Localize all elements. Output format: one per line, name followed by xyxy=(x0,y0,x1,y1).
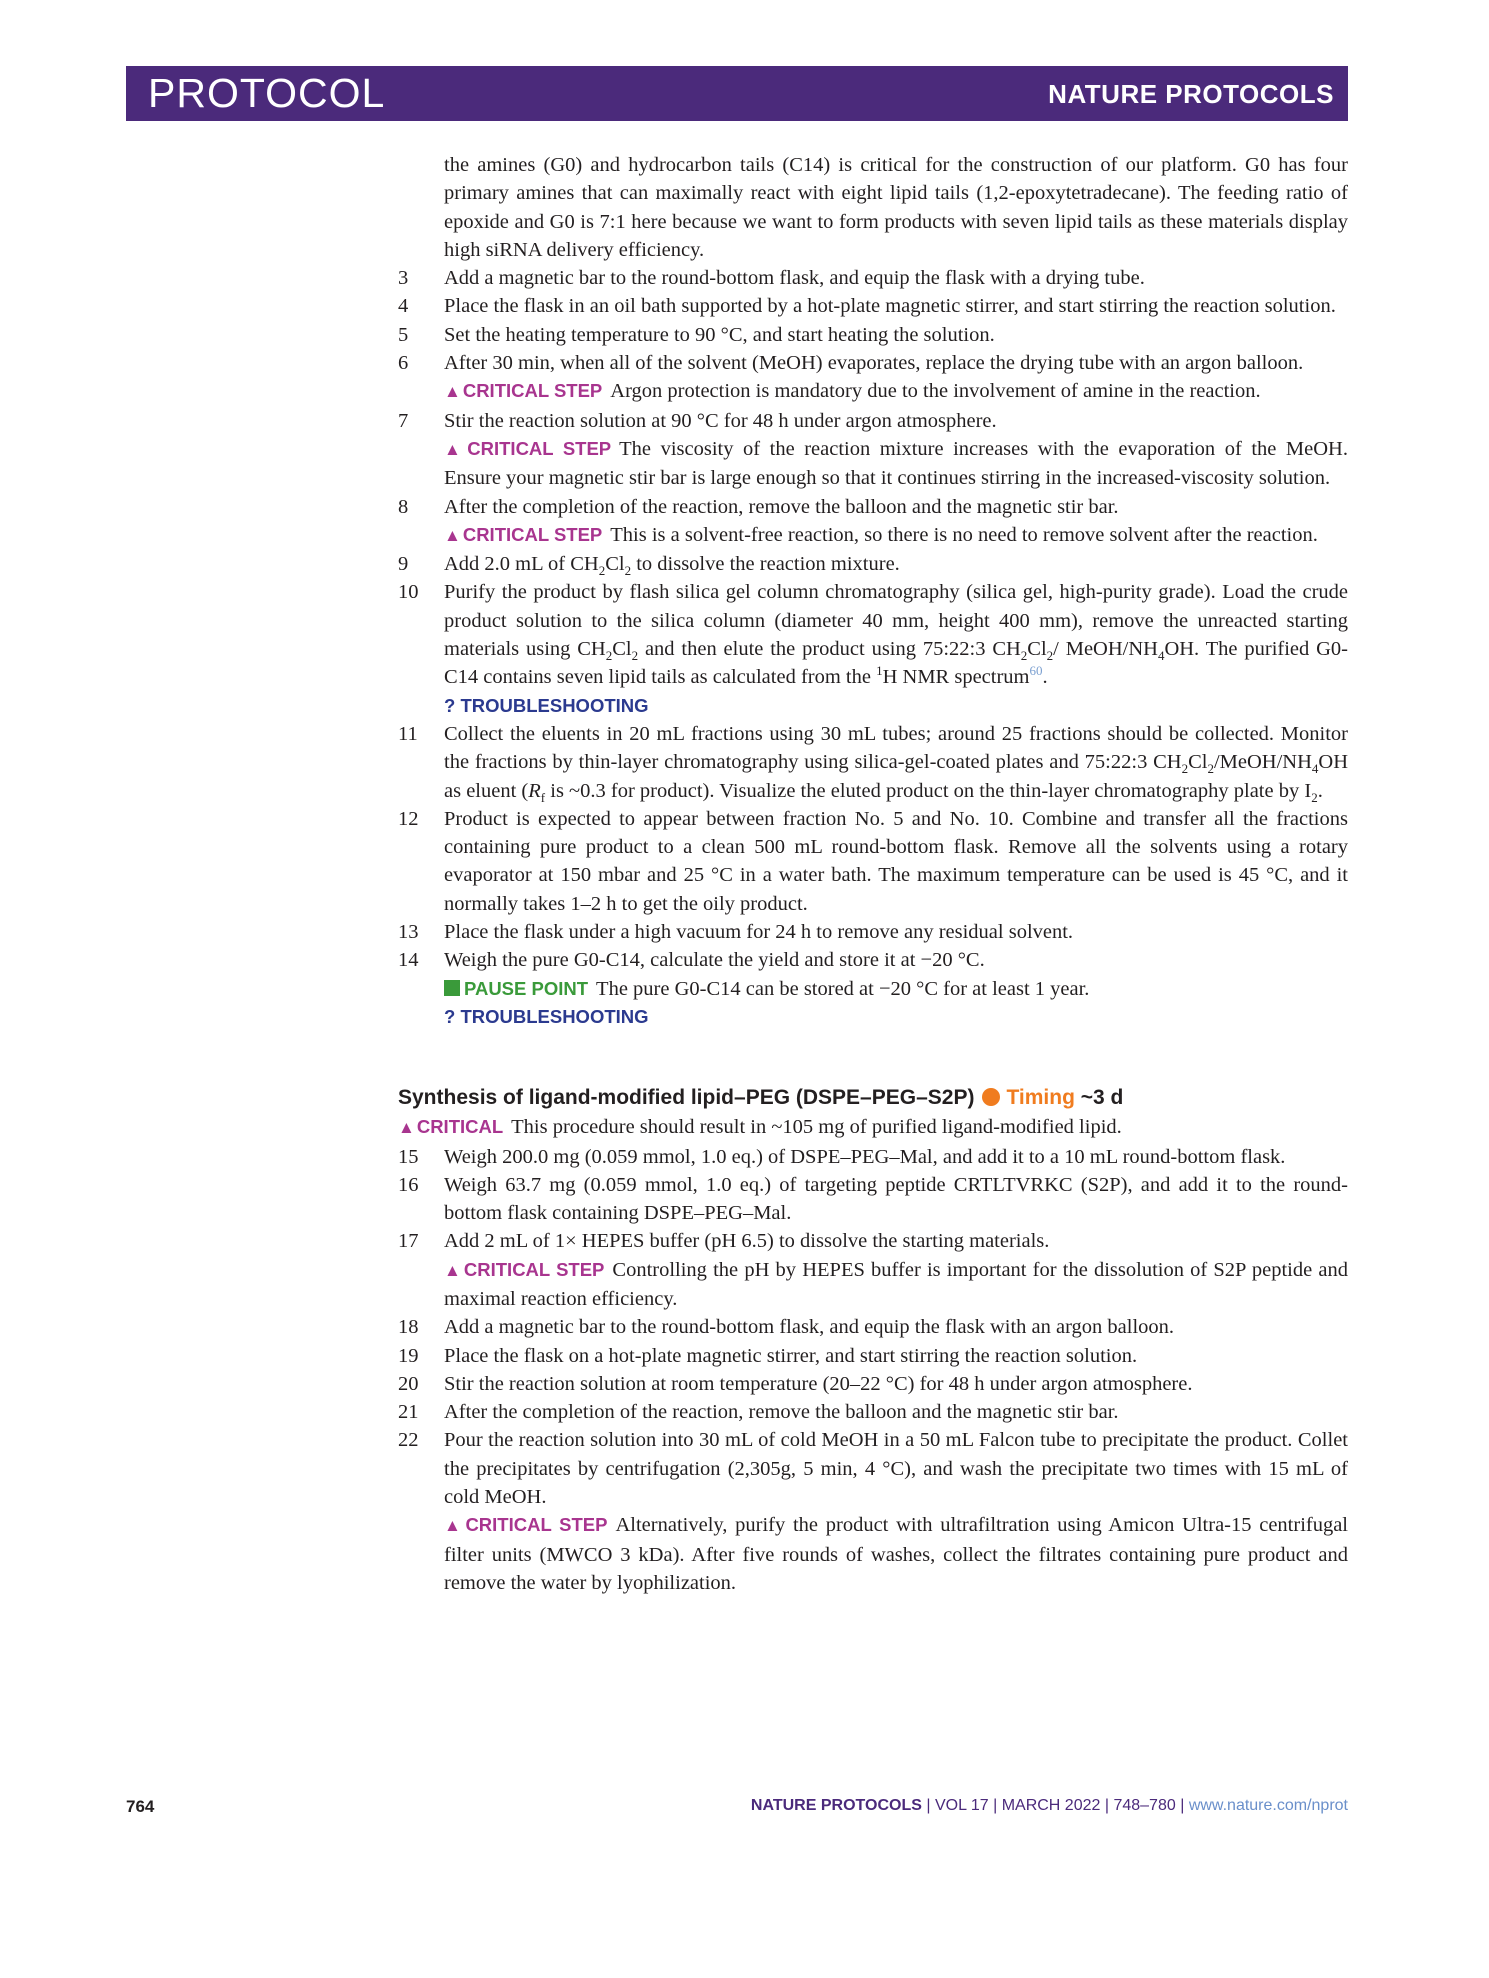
footer-volume: VOL 17 xyxy=(934,1797,989,1814)
step-12 xyxy=(398,805,1348,918)
reference-link[interactable]: 60 xyxy=(1029,663,1043,679)
critical-step-note xyxy=(398,521,1348,550)
step-3 xyxy=(398,264,1348,292)
step-10 xyxy=(398,578,1348,691)
critical-step-note xyxy=(398,1256,1348,1314)
step-17 xyxy=(398,1227,1348,1255)
critical-step-label: CRITICAL STEP xyxy=(462,380,603,402)
critical-step-note xyxy=(398,435,1348,493)
step-text: Weigh 63.7 mg (0.059 mmol, 1.0 eq.) of targeting peptide CRTLTVRKC (S2P), and add it to the round-bottom flask containing DSPE–PEG–Mal. xyxy=(444,1173,1348,1225)
step-number: 17 xyxy=(398,1230,419,1253)
step-text: Collect the eluents in 20 mL fractions using 30 mL tubes; around 25 fractions should be collected. Monitor the fractions by thin-layer chromatography using silica-gel-coated plates and 75:22:3 $CH_2Cl_2/MeOH/NH_4OH$ as eluent ($R_f$ is ~0.3 for product). Visualize the eluted product on the thin-layer chromatography plate by $I_2$. xyxy=(444,722,1348,805)
timing-clock-icon xyxy=(982,1088,1000,1106)
critical-step-label: CRITICAL STEP xyxy=(463,1258,605,1280)
critical-step-note xyxy=(398,377,1348,406)
step-number: 12 xyxy=(398,807,419,830)
critical-step-text: Controlling the pH by HEPES buffer is important for the dissolution of S2P peptide and maximal reaction efficiency. xyxy=(444,1258,1348,1310)
step-number: 18 xyxy=(398,1316,419,1339)
step-number: 16 xyxy=(398,1173,419,1196)
warning-triangle-icon: ▲ xyxy=(444,439,466,459)
timing-label: Timing xyxy=(1006,1086,1075,1110)
step-number: 8 xyxy=(398,495,409,518)
step-number: 5 xyxy=(398,323,409,346)
section-heading xyxy=(398,1083,1348,1113)
step-9 xyxy=(398,550,1348,578)
critical-step-text: The viscosity of the reaction mixture increases with the evaporation of the MeOH. Ensure your magnetic stir bar is large enough so that it continues stirring in the increased-viscosity solution. xyxy=(444,437,1348,490)
step-number: 4 xyxy=(398,295,409,318)
step-number: 9 xyxy=(398,553,409,576)
step-text: Place the flask on a hot-plate magnetic stirrer, and start stirring the reaction solution. xyxy=(444,1344,1138,1367)
step-number: 7 xyxy=(398,409,409,432)
footer-journal: NATURE PROTOCOLS xyxy=(750,1797,922,1814)
warning-triangle-icon: ▲ xyxy=(398,1118,415,1138)
step-text: Weigh 200.0 mg (0.059 mmol, 1.0 eq.) of DSPE–PEG–Mal, and add it to a 10 mL round-bottom flask. xyxy=(444,1145,1286,1168)
step-text: Purify the product by flash silica gel column chromatography (silica gel, high-purity grade). Load the crude product solution to the silica column (diameter 40 mm, height 400 mm), remove the unreacted starting materials using $CH_2Cl_2$ and then elute the product using 75:22:3 $CH_2Cl_2/$ MeOH/$NH_4OH$. The purified G0-C14 contains seven lipid tails as calculated from the $^1$H NMR spectrum$^{60}$. xyxy=(444,581,1348,689)
step-text: After 30 min, when all of the solvent (MeOH) evaporates, replace the drying tube with an argon balloon. xyxy=(444,352,1304,375)
step-18 xyxy=(398,1313,1348,1341)
step-6 xyxy=(398,349,1348,377)
step-text: Weigh the pure G0-C14, calculate the yield and store it at −20 °C. xyxy=(444,949,985,972)
step-text: Add 2.0 mL of $CH_2Cl_2$ to dissolve the reaction mixture. xyxy=(444,553,900,579)
step-text: Pour the reaction solution into 30 mL of cold MeOH in a 50 mL Falcon tube to precipitate the product. Collet the precipitates by centrifugation (2,305g, 5 min, 4 °C), and wash the precipitate two times with 15 mL of cold MeOH. xyxy=(444,1429,1348,1509)
footer-date: MARCH 2022 xyxy=(1001,1797,1101,1814)
critical-step-label: CRITICAL STEP xyxy=(467,437,612,459)
step-21 xyxy=(398,1398,1348,1426)
step-text: After the completion of the reaction, remove the balloon and the magnetic stir bar. xyxy=(444,495,1119,518)
journal-name: NATURE PROTOCOLS xyxy=(1048,79,1334,109)
footer-url-link[interactable]: www.nature.com/nprot xyxy=(1188,1797,1348,1814)
troubleshooting-note xyxy=(398,692,1348,720)
warning-triangle-icon: ▲ xyxy=(444,382,461,402)
pause-point-text: The pure G0-C14 can be stored at −20 °C for at least 1 year. xyxy=(596,977,1090,1000)
step-13 xyxy=(398,918,1348,946)
pause-point-label: PAUSE POINT xyxy=(464,977,589,999)
critical-step-label: CRITICAL STEP xyxy=(462,523,603,545)
step-text: Stir the reaction solution at room temperature (20–22 °C) for 48 h under argon atmosphere. xyxy=(444,1372,1193,1395)
pause-square-icon xyxy=(444,980,460,996)
critical-step-text: Argon protection is mandatory due to the involvement of amine in the reaction. xyxy=(610,380,1261,403)
step-text: After the completion of the reaction, remove the balloon and the magnetic stir bar. xyxy=(444,1401,1119,1424)
step-text: Place the flask under a high vacuum for 24 h to remove any residual solvent. xyxy=(444,921,1074,944)
pause-point-note xyxy=(398,975,1348,1003)
article-body xyxy=(398,151,1348,1597)
step-number: 22 xyxy=(398,1429,419,1452)
step-text: Add a magnetic bar to the round-bottom flask, and equip the flask with an argon balloon. xyxy=(444,1316,1175,1339)
critical-step-label: CRITICAL STEP xyxy=(465,1514,608,1536)
step-16 xyxy=(398,1171,1348,1228)
step-11 xyxy=(398,720,1348,805)
footer-citation: NATURE PROTOCOLS | VOL 17 | MARCH 2022 | 748–780 | www.nature.com/nprot xyxy=(750,1797,1348,1814)
step-8 xyxy=(398,493,1348,521)
troubleshooting-label: ? TROUBLESHOOTING xyxy=(444,694,649,716)
section-critical-note xyxy=(398,1113,1348,1142)
step-5 xyxy=(398,321,1348,349)
step-number: 6 xyxy=(398,352,409,375)
step-4 xyxy=(398,292,1348,320)
step-number: 3 xyxy=(398,267,409,290)
timing-value: ~3 d xyxy=(1080,1086,1124,1110)
intro-paragraph: the amines (G0) and hydrocarbon tails (C14) is critical for the construction of our platform. G0 has four primary amines that can maximally react with eight lipid tails (1,2-epoxytetradecane). The feeding ratio of epoxide and G0 is 7:1 here because we want to form products with seven lipid tails as these materials display high siRNA delivery efficiency. xyxy=(444,154,1348,261)
section-label: PROTOCOL xyxy=(148,70,386,116)
step-20 xyxy=(398,1370,1348,1398)
step-number: 10 xyxy=(398,581,419,604)
step-text: Add a magnetic bar to the round-bottom flask, and equip the flask with a drying tube. xyxy=(444,267,1145,290)
step-22 xyxy=(398,1426,1348,1511)
critical-step-note xyxy=(398,1511,1348,1597)
critical-step-text: Alternatively, purify the product with ultrafiltration using Amicon Ultra-15 centrifugal filter units (MWCO 3 kDa). After five rounds of washes, collect the filtrates containing pure product and remove the water by lyophilization. xyxy=(444,1514,1349,1594)
step-number: 13 xyxy=(398,921,419,944)
step-text: Place the flask in an oil bath supported by a hot-plate magnetic stirrer, and start stirring the reaction solution. xyxy=(444,295,1336,318)
step-text: Set the heating temperature to 90 °C, and start heating the solution. xyxy=(444,323,995,346)
warning-triangle-icon: ▲ xyxy=(444,525,461,545)
troubleshooting-label: ? TROUBLESHOOTING xyxy=(444,1005,649,1027)
step-text: Add 2 mL of 1× HEPES buffer (pH 6.5) to dissolve the starting materials. xyxy=(444,1230,1050,1253)
step-number: 21 xyxy=(398,1401,419,1424)
critical-text: This procedure should result in ~105 mg of purified ligand-modified lipid. xyxy=(511,1116,1122,1139)
footer-pages: 748–780 xyxy=(1113,1797,1176,1814)
step-14 xyxy=(398,946,1348,974)
page-header-bar xyxy=(126,66,1348,121)
step-number: 11 xyxy=(398,722,418,745)
warning-triangle-icon: ▲ xyxy=(444,1516,464,1536)
step-number: 19 xyxy=(398,1344,419,1367)
step-text: Product is expected to appear between fraction No. 5 and No. 10. Combine and transfer all the fractions containing pure product to a clean 500 mL round-bottom flask. Remove all the solvents using a rotary evaporator at 150 mbar and 25 °C in a water bath. The maximum temperature can be used is 45 °C, and it normally takes 1–2 h to get the oily product. xyxy=(444,807,1348,915)
section-title-text: Synthesis of ligand-modified lipid–PEG (DSPE–PEG–S2P) xyxy=(398,1086,975,1110)
warning-triangle-icon: ▲ xyxy=(444,1260,462,1280)
critical-step-text: This is a solvent-free reaction, so there is no need to remove solvent after the reaction. xyxy=(610,523,1318,546)
step-number: 15 xyxy=(398,1145,419,1168)
troubleshooting-note xyxy=(398,1003,1348,1031)
step-number: 20 xyxy=(398,1372,419,1395)
step-15 xyxy=(398,1143,1348,1171)
page-number: 764 xyxy=(126,1797,155,1816)
step-19 xyxy=(398,1342,1348,1370)
step-text: Stir the reaction solution at 90 °C for 48 h under argon atmosphere. xyxy=(444,409,997,432)
step-7 xyxy=(398,407,1348,435)
critical-label: CRITICAL xyxy=(416,1116,504,1138)
step-number: 14 xyxy=(398,949,419,972)
